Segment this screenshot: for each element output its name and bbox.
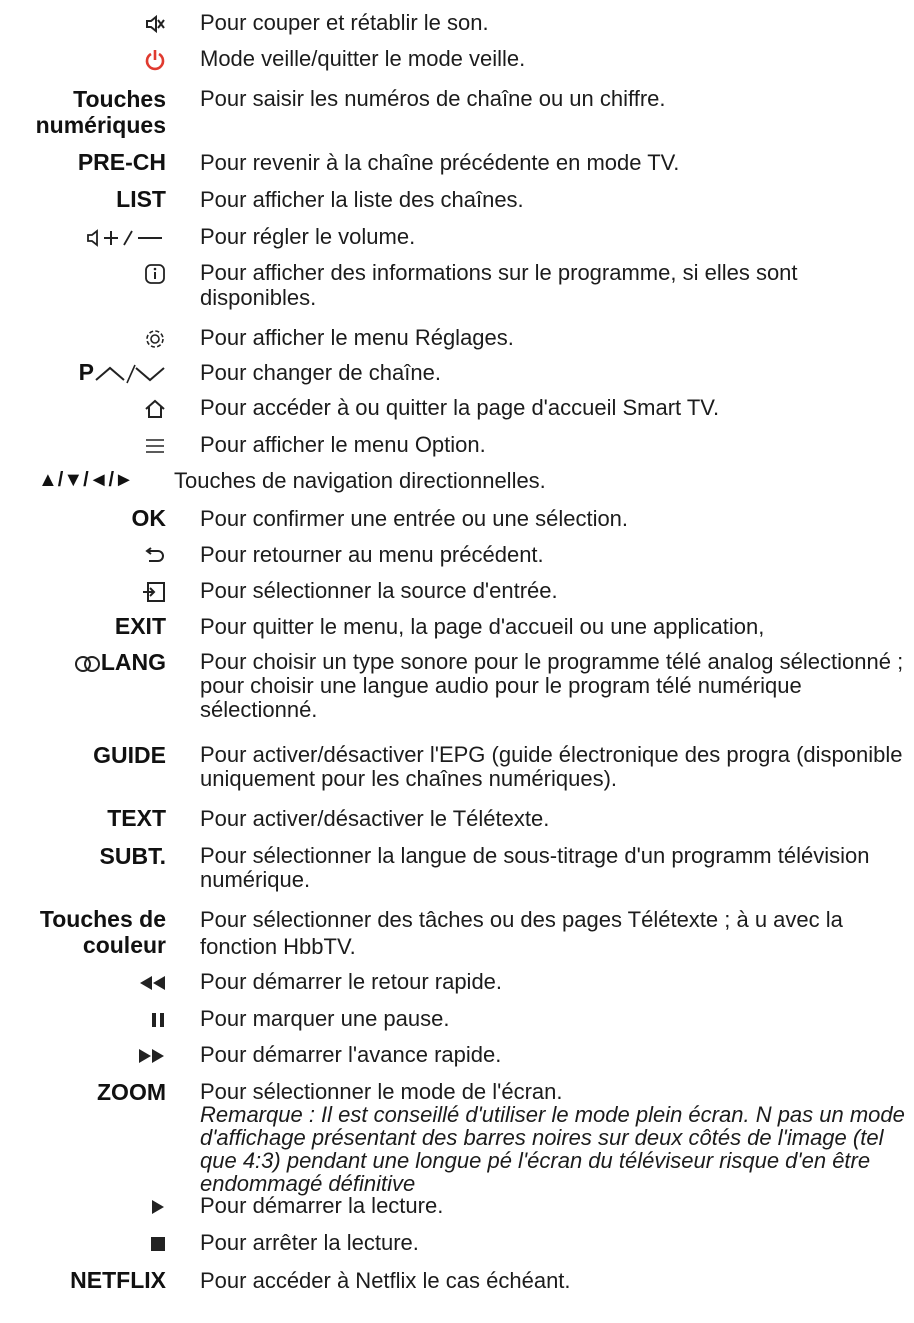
input-source-icon: [142, 578, 166, 603]
entry-desc: Pour afficher le menu Option.: [200, 432, 486, 457]
gear-icon: [144, 325, 166, 350]
entry-desc-group: [200, 1080, 914, 1195]
entry-desc: Pour activer/désactiver l'EPG (guide électronique des progra (disponible uniquement pour les chaînes numériques).: [200, 742, 903, 791]
zoom-note: Remarque : Il est conseillé d'utiliser le mode plein écran. N pas un mode d'affichage présentant des barres noires sur deux côtés de l'image (tel que 4:3) pendant une longue pé l'écran du téléviseur risque d'en être endommagé définitive: [200, 1102, 905, 1196]
entry-key: LIST: [116, 186, 166, 212]
entry-desc: Pour démarrer l'avance rapide.: [200, 1042, 502, 1067]
entry-desc: Pour démarrer la lecture.: [200, 1193, 444, 1218]
info-icon: [144, 260, 166, 285]
entry-desc: Pour confirmer une entrée ou une sélection.: [200, 506, 629, 531]
fast-forward-icon: [138, 1042, 166, 1067]
back-icon: [144, 542, 166, 567]
entry-desc: Touches de navigation directionnelles.: [174, 468, 546, 493]
entry-key: GUIDE: [93, 742, 166, 768]
entry-key: Touches de couleur: [39, 906, 166, 958]
power-icon: [144, 46, 166, 72]
entry-desc: Pour changer de chaîne.: [200, 360, 441, 385]
home-icon: [144, 395, 166, 420]
entry-desc: Pour marquer une pause.: [200, 1006, 450, 1031]
entry-desc: Pour accéder à ou quitter la page d'accueil Smart TV.: [200, 395, 720, 420]
entry-key: PRE-CH: [77, 149, 166, 175]
mute-icon: [144, 10, 166, 35]
entry-key: Touches numériques: [35, 86, 166, 138]
entry-desc: Pour couper et rétablir le son.: [200, 10, 489, 35]
entry-desc: Pour arrêter la lecture.: [200, 1230, 419, 1255]
play-icon: [150, 1193, 166, 1218]
volume-plus-minus-icon: [86, 224, 166, 249]
entry-key: ZOOM: [97, 1079, 166, 1105]
audio-lang-icon: LANG: [75, 650, 166, 675]
entry-key: TEXT: [107, 805, 166, 831]
entry-desc: Pour saisir les numéros de chaîne ou un chiffre.: [200, 86, 666, 111]
entry-key: NETFLIX: [70, 1267, 166, 1293]
channel-up-down-icon: P: [79, 360, 166, 385]
entry-key: SUBT.: [99, 843, 166, 869]
entry-desc: Pour choisir un type sonore pour le programme télé analog sélectionné ; pour choisir une langue audio pour le program télé numérique sélectionné.: [200, 649, 904, 722]
entry-desc: Pour afficher la liste des chaînes.: [200, 187, 524, 212]
menu-icon: [144, 432, 166, 457]
entry-desc: Pour sélectionner la langue de sous-titrage d'un programm télévision numérique.: [200, 843, 870, 892]
nav-arrows-icon: ▲/▼/◄/►: [38, 469, 134, 491]
entry-desc: Pour activer/désactiver le Télétexte.: [200, 806, 550, 831]
entry-desc: Pour régler le volume.: [200, 224, 416, 249]
entry-desc: Pour afficher des informations sur le programme, si elles sont disponibles.: [200, 260, 798, 310]
entry-desc: Pour sélectionner la source d'entrée.: [200, 578, 558, 603]
stop-icon: [150, 1230, 166, 1255]
entry-desc: Pour quitter le menu, la page d'accueil ou une application,: [200, 614, 765, 639]
rewind-icon: [138, 969, 166, 994]
entry-desc: Pour afficher le menu Réglages.: [200, 325, 514, 350]
pause-icon: [150, 1006, 166, 1031]
entry-desc: Mode veille/quitter le mode veille.: [200, 46, 526, 71]
entry-key: OK: [131, 505, 166, 531]
entry-desc: Pour retourner au menu précédent.: [200, 542, 544, 567]
entry-desc: Pour sélectionner des tâches ou des pages Télétexte ; à u avec la fonction HbbTV.: [200, 907, 843, 959]
entry-key: EXIT: [114, 613, 166, 639]
entry-desc: Pour accéder à Netflix le cas échéant.: [200, 1268, 571, 1293]
entry-desc: Pour sélectionner le mode de l'écran.: [200, 1079, 563, 1104]
entry-desc: Pour démarrer le retour rapide.: [200, 969, 503, 994]
entry-desc: Pour revenir à la chaîne précédente en mode TV.: [200, 150, 680, 175]
